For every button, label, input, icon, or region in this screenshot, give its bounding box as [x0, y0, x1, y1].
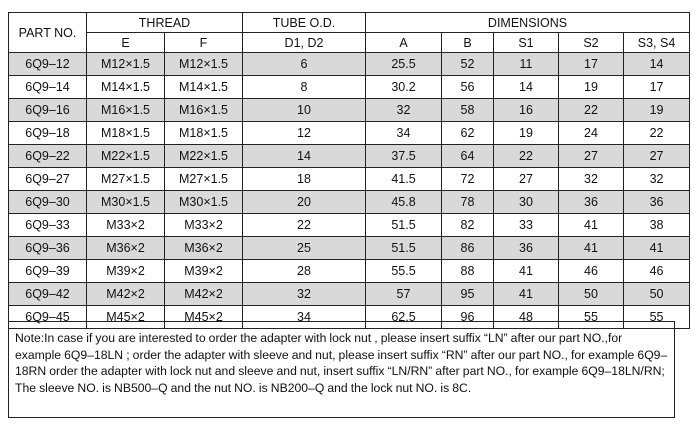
cell-dim-a: 57 [366, 283, 442, 306]
table-row [9, 145, 690, 168]
header-part-no: PART NO. [9, 13, 87, 53]
header-row-top [9, 13, 690, 33]
cell-dim-s3-s4: 50 [624, 283, 690, 306]
header-e: E [87, 33, 165, 53]
cell-dim-b: 58 [442, 99, 494, 122]
order-note: Note:In case if you are interested to order the adapter with lock nut , please insert suffix “LN” after our part NO.,for example 6Q9–18LN ; order the adapter with sleeve and nut, please insert suffix “RN” after our part NO., for example 6Q9–18RN order the adapter with lock nut and sleeve and nut, insert suffix “LN/RN” after part NO., for example 6Q9–18LN/RN; The sleeve NO. is NB500–Q and the nut NO. is NB200–Q and the lock nut NO. is 8C. [8, 321, 675, 418]
cell-dim-s3-s4: 27 [624, 145, 690, 168]
table-row [9, 168, 690, 191]
header-s2: S2 [559, 33, 624, 53]
cell-dim-s1: 36 [494, 237, 559, 260]
cell-dim-s2: 27 [559, 145, 624, 168]
cell-dim-s3-s4: 17 [624, 76, 690, 99]
cell-tube-od: 8 [243, 76, 366, 99]
table-row [9, 237, 690, 260]
cell-thread-f: M36×2 [165, 237, 243, 260]
cell-tube-od: 20 [243, 191, 366, 214]
cell-dim-a: 51.5 [366, 237, 442, 260]
cell-dim-a: 62.5 [366, 306, 442, 329]
cell-dim-s2: 36 [559, 191, 624, 214]
cell-dim-s1: 27 [494, 168, 559, 191]
cell-dim-b: 72 [442, 168, 494, 191]
table-body [9, 53, 690, 329]
cell-dim-s3-s4: 19 [624, 99, 690, 122]
cell-thread-f: M30×1.5 [165, 191, 243, 214]
cell-dim-b: 64 [442, 145, 494, 168]
cell-tube-od: 18 [243, 168, 366, 191]
cell-thread-e: M18×1.5 [87, 122, 165, 145]
cell-dim-s1: 19 [494, 122, 559, 145]
cell-dim-b: 95 [442, 283, 494, 306]
cell-dim-s1: 33 [494, 214, 559, 237]
cell-dim-s1: 30 [494, 191, 559, 214]
cell-thread-e: M33×2 [87, 214, 165, 237]
cell-dim-s2: 46 [559, 260, 624, 283]
header-tube-od: TUBE O.D. [243, 13, 366, 33]
cell-dim-b: 82 [442, 214, 494, 237]
table-row [9, 191, 690, 214]
cell-tube-od: 34 [243, 306, 366, 329]
cell-dim-a: 51.5 [366, 214, 442, 237]
cell-dim-a: 32 [366, 99, 442, 122]
header-f: F [165, 33, 243, 53]
cell-part-no: 6Q9–30 [9, 191, 87, 214]
cell-part-no: 6Q9–42 [9, 283, 87, 306]
cell-dim-b: 56 [442, 76, 494, 99]
cell-thread-e: M42×2 [87, 283, 165, 306]
cell-part-no: 6Q9–36 [9, 237, 87, 260]
cell-thread-f: M45×2 [165, 306, 243, 329]
table-row [9, 283, 690, 306]
cell-dim-s1: 14 [494, 76, 559, 99]
cell-thread-e: M27×1.5 [87, 168, 165, 191]
cell-thread-e: M39×2 [87, 260, 165, 283]
cell-dim-a: 41.5 [366, 168, 442, 191]
cell-dim-a: 25.5 [366, 53, 442, 76]
cell-thread-e: M36×2 [87, 237, 165, 260]
cell-dim-b: 62 [442, 122, 494, 145]
cell-thread-f: M16×1.5 [165, 99, 243, 122]
cell-tube-od: 6 [243, 53, 366, 76]
cell-dim-s2: 55 [559, 306, 624, 329]
cell-dim-s2: 50 [559, 283, 624, 306]
cell-part-no: 6Q9–16 [9, 99, 87, 122]
cell-part-no: 6Q9–18 [9, 122, 87, 145]
table-row [9, 99, 690, 122]
cell-thread-f: M27×1.5 [165, 168, 243, 191]
cell-dim-a: 34 [366, 122, 442, 145]
cell-thread-f: M22×1.5 [165, 145, 243, 168]
cell-dim-s2: 41 [559, 214, 624, 237]
cell-dim-s3-s4: 32 [624, 168, 690, 191]
cell-dim-b: 96 [442, 306, 494, 329]
cell-dim-a: 37.5 [366, 145, 442, 168]
table-row [9, 122, 690, 145]
cell-tube-od: 14 [243, 145, 366, 168]
dimensions-table [8, 12, 690, 329]
cell-dim-a: 55.5 [366, 260, 442, 283]
cell-tube-od: 12 [243, 122, 366, 145]
cell-part-no: 6Q9–12 [9, 53, 87, 76]
cell-dim-s1: 16 [494, 99, 559, 122]
header-thread: THREAD [87, 13, 243, 33]
cell-dim-s1: 41 [494, 260, 559, 283]
cell-dim-s3-s4: 41 [624, 237, 690, 260]
cell-part-no: 6Q9–22 [9, 145, 87, 168]
cell-tube-od: 25 [243, 237, 366, 260]
header-s1: S1 [494, 33, 559, 53]
cell-thread-f: M18×1.5 [165, 122, 243, 145]
cell-thread-f: M42×2 [165, 283, 243, 306]
cell-part-no: 6Q9–39 [9, 260, 87, 283]
cell-dim-s2: 17 [559, 53, 624, 76]
cell-dim-s3-s4: 55 [624, 306, 690, 329]
header-d1-d2: D1, D2 [243, 33, 366, 53]
cell-part-no: 6Q9–14 [9, 76, 87, 99]
cell-dim-b: 78 [442, 191, 494, 214]
cell-thread-e: M22×1.5 [87, 145, 165, 168]
header-s3-s4: S3, S4 [624, 33, 690, 53]
table-row [9, 53, 690, 76]
cell-dim-a: 30.2 [366, 76, 442, 99]
cell-part-no: 6Q9–33 [9, 214, 87, 237]
header-dimensions: DIMENSIONS [366, 13, 690, 33]
cell-thread-e: M45×2 [87, 306, 165, 329]
cell-thread-e: M12×1.5 [87, 53, 165, 76]
cell-tube-od: 10 [243, 99, 366, 122]
cell-thread-f: M12×1.5 [165, 53, 243, 76]
cell-thread-f: M39×2 [165, 260, 243, 283]
cell-thread-f: M33×2 [165, 214, 243, 237]
cell-dim-b: 88 [442, 260, 494, 283]
cell-dim-s2: 19 [559, 76, 624, 99]
cell-dim-s1: 11 [494, 53, 559, 76]
cell-dim-s2: 32 [559, 168, 624, 191]
cell-dim-b: 86 [442, 237, 494, 260]
cell-thread-e: M16×1.5 [87, 99, 165, 122]
cell-tube-od: 28 [243, 260, 366, 283]
cell-dim-s3-s4: 38 [624, 214, 690, 237]
cell-part-no: 6Q9–27 [9, 168, 87, 191]
header-b: B [442, 33, 494, 53]
cell-dim-a: 45.8 [366, 191, 442, 214]
cell-dim-s1: 22 [494, 145, 559, 168]
cell-dim-s3-s4: 46 [624, 260, 690, 283]
cell-thread-e: M30×1.5 [87, 191, 165, 214]
table-row [9, 76, 690, 99]
cell-thread-f: M14×1.5 [165, 76, 243, 99]
cell-tube-od: 22 [243, 214, 366, 237]
cell-dim-s1: 48 [494, 306, 559, 329]
header-a: A [366, 33, 442, 53]
table-row [9, 260, 690, 283]
cell-dim-s3-s4: 22 [624, 122, 690, 145]
cell-dim-b: 52 [442, 53, 494, 76]
header-row-sub [9, 33, 690, 53]
cell-dim-s3-s4: 36 [624, 191, 690, 214]
cell-tube-od: 32 [243, 283, 366, 306]
cell-dim-s1: 41 [494, 283, 559, 306]
cell-dim-s2: 41 [559, 237, 624, 260]
table-row [9, 214, 690, 237]
cell-thread-e: M14×1.5 [87, 76, 165, 99]
cell-dim-s2: 24 [559, 122, 624, 145]
cell-dim-s3-s4: 14 [624, 53, 690, 76]
cell-dim-s2: 22 [559, 99, 624, 122]
cell-part-no: 6Q9–45 [9, 306, 87, 329]
